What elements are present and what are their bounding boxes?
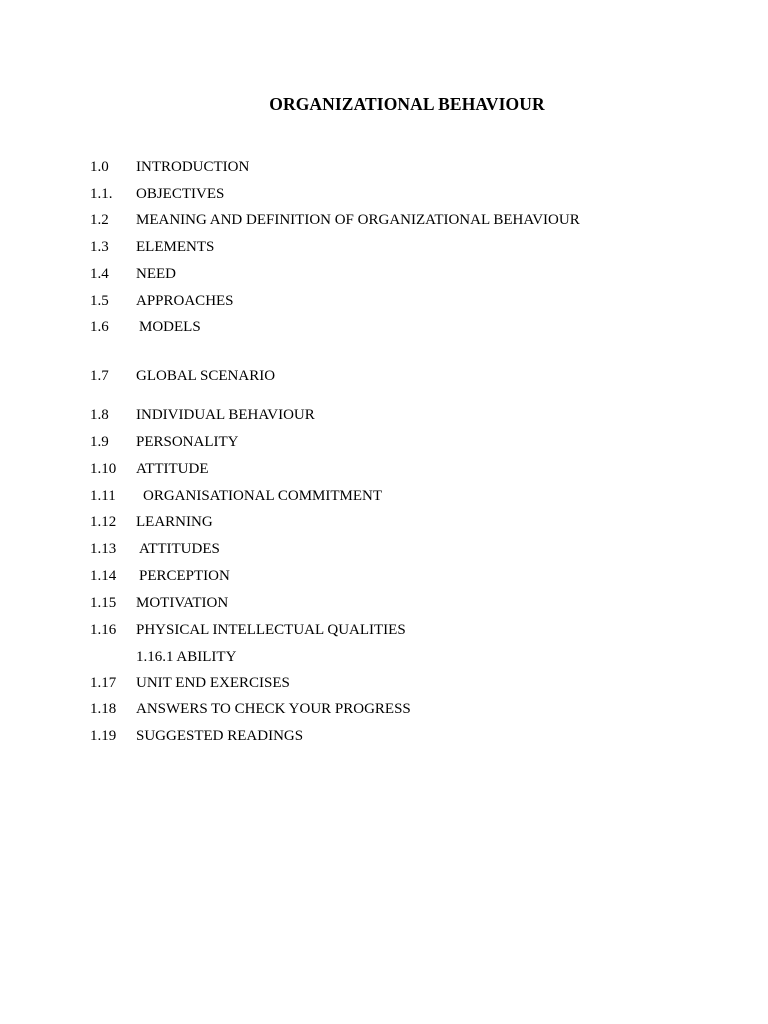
toc-entry bbox=[0, 485, 768, 507]
toc-title: INTRODUCTION bbox=[136, 159, 250, 175]
toc-number: 1.7 bbox=[90, 368, 109, 384]
toc-title: OBJECTIVES bbox=[136, 186, 225, 202]
toc-number: 1.4 bbox=[90, 266, 109, 282]
toc-number: 1.6 bbox=[90, 319, 109, 335]
toc-entry bbox=[0, 183, 768, 205]
toc-title: UNIT END EXERCISES bbox=[136, 675, 290, 691]
toc-entry bbox=[0, 672, 768, 694]
toc-entry bbox=[0, 592, 768, 614]
toc-entry bbox=[0, 236, 768, 258]
toc-number: 1.10 bbox=[90, 461, 117, 477]
toc-number: 1.15 bbox=[90, 595, 117, 611]
toc-title: LEARNING bbox=[136, 514, 213, 530]
toc-entry bbox=[0, 209, 768, 231]
toc-title: ORGANISATIONAL COMMITMENT bbox=[143, 488, 383, 504]
toc-title: MEANING AND DEFINITION OF ORGANIZATIONAL BEHAVIOUR bbox=[136, 212, 580, 228]
toc-title: PHYSICAL INTELLECTUAL QUALITIES bbox=[136, 622, 406, 638]
toc-title: PERCEPTION bbox=[139, 568, 230, 584]
toc-number: 1.17 bbox=[90, 675, 117, 691]
toc-number: 1.8 bbox=[90, 407, 109, 423]
toc-number: 1.3 bbox=[90, 239, 109, 255]
toc-entry bbox=[0, 725, 768, 747]
toc-entry bbox=[0, 619, 768, 641]
toc-title: 1.16.1 ABILITY bbox=[136, 649, 237, 665]
toc-number: 1.9 bbox=[90, 434, 109, 450]
toc-number: 1.0 bbox=[90, 159, 109, 175]
toc-entry bbox=[0, 431, 768, 453]
toc-number: 1.11 bbox=[90, 488, 116, 504]
toc-subentry bbox=[0, 646, 768, 668]
toc-number: 1.13 bbox=[90, 541, 117, 557]
toc-title: ANSWERS TO CHECK YOUR PROGRESS bbox=[136, 701, 411, 717]
toc-number: 1.12 bbox=[90, 514, 117, 530]
toc-entry bbox=[0, 698, 768, 720]
toc-title: SUGGESTED READINGS bbox=[136, 728, 304, 744]
toc-title: MODELS bbox=[139, 319, 201, 335]
toc-title: NEED bbox=[136, 266, 176, 282]
toc-entry bbox=[0, 365, 768, 387]
toc-title: ELEMENTS bbox=[136, 239, 215, 255]
toc-number: 1.2 bbox=[90, 212, 109, 228]
toc-entry bbox=[0, 565, 768, 587]
toc-entry bbox=[0, 458, 768, 480]
toc-entry bbox=[0, 511, 768, 533]
toc-number: 1.16 bbox=[90, 622, 117, 638]
toc-entry bbox=[0, 316, 768, 338]
toc-entry bbox=[0, 263, 768, 285]
toc-title: PERSONALITY bbox=[136, 434, 239, 450]
toc-number: 1.5 bbox=[90, 293, 109, 309]
toc-title: MOTIVATION bbox=[136, 595, 229, 611]
toc-entry bbox=[0, 156, 768, 178]
toc-title: ATTITUDES bbox=[139, 541, 220, 557]
toc-number: 1.18 bbox=[90, 701, 117, 717]
toc-title: GLOBAL SCENARIO bbox=[136, 368, 276, 384]
toc-number: 1.1. bbox=[90, 186, 113, 202]
toc-title: INDIVIDUAL BEHAVIOUR bbox=[136, 407, 315, 423]
toc-entry bbox=[0, 404, 768, 426]
toc-entry bbox=[0, 290, 768, 312]
document-title: ORGANIZATIONAL BEHAVIOUR bbox=[269, 94, 545, 114]
toc-number: 1.19 bbox=[90, 728, 117, 744]
toc-title: APPROACHES bbox=[136, 293, 234, 309]
toc-title: ATTITUDE bbox=[136, 461, 209, 477]
toc-entry bbox=[0, 538, 768, 560]
toc-number: 1.14 bbox=[90, 568, 117, 584]
